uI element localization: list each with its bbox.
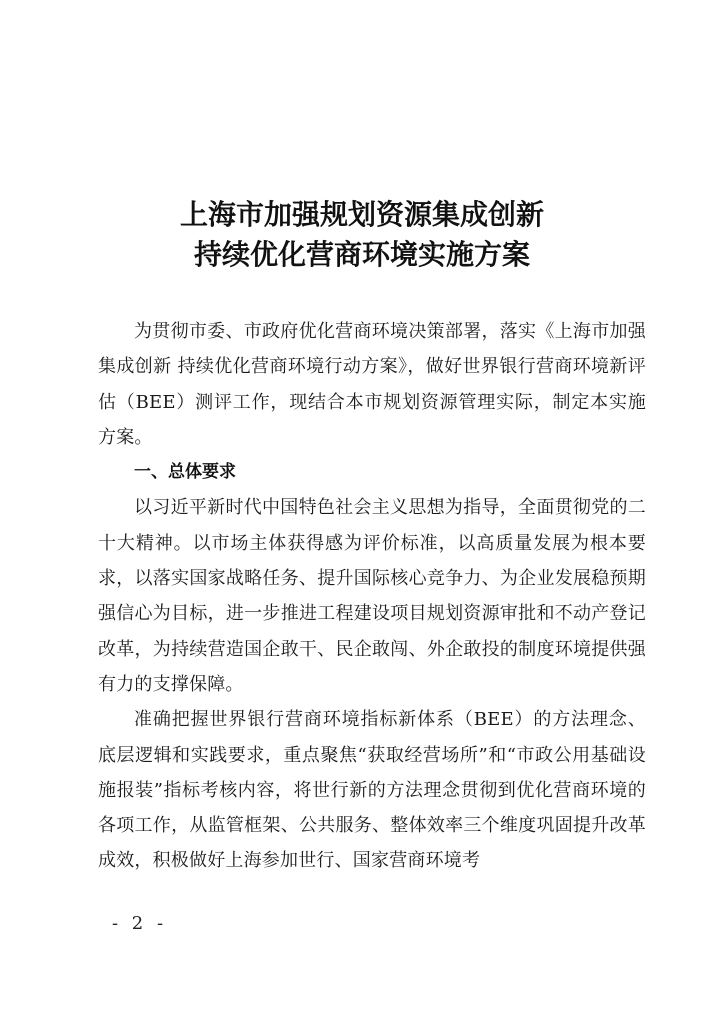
document-title-line-1: 上海市加强规划资源集成创新 bbox=[179, 198, 544, 231]
document-body bbox=[98, 314, 646, 879]
page-number: - 2 - bbox=[112, 913, 168, 934]
section-heading: 一、总体要求 bbox=[134, 462, 236, 483]
body-paragraph-2: 准确把握世界银行营商环境指标新体系（BEE）的方法理念、底层逻辑和实践要求，重点聚焦“获取经营场所”和“市政公用基础设施报装”指标考核内容，将世行新的方法理念贯彻到优化营商环境的各项工作，从监管框架、公共服务、整体效率三个维度巩固提升改革成效，积极做好上海参加世行、国家营商环境考 bbox=[98, 709, 646, 872]
intro-paragraph: 为贯彻市委、市政府优化营商环境决策部署，落实《上海市加强集成创新 持续优化营商环境行动方案》，做好世界银行营商环境新评估（BEE）测评工作，现结合本市规划资源管理实际，制定本实施方案。 bbox=[98, 321, 646, 448]
document-title-line-2: 持续优化营商环境实施方案 bbox=[193, 238, 530, 271]
body-paragraph-1: 以习近平新时代中国特色社会主义思想为指导，全面贯彻党的二十大精神。以市场主体获得感为评价标准，以高质量发展为根本要求，以落实国家战略任务、提升国际核心竞争力、为企业发展稳预期强信心为目标，进一步推进工程建设项目规划资源审批和不动产登记改革，为持续营造国企敢干、民企敢闯、外企敢投的制度环境提供强有力的支撑保障。 bbox=[98, 497, 646, 695]
